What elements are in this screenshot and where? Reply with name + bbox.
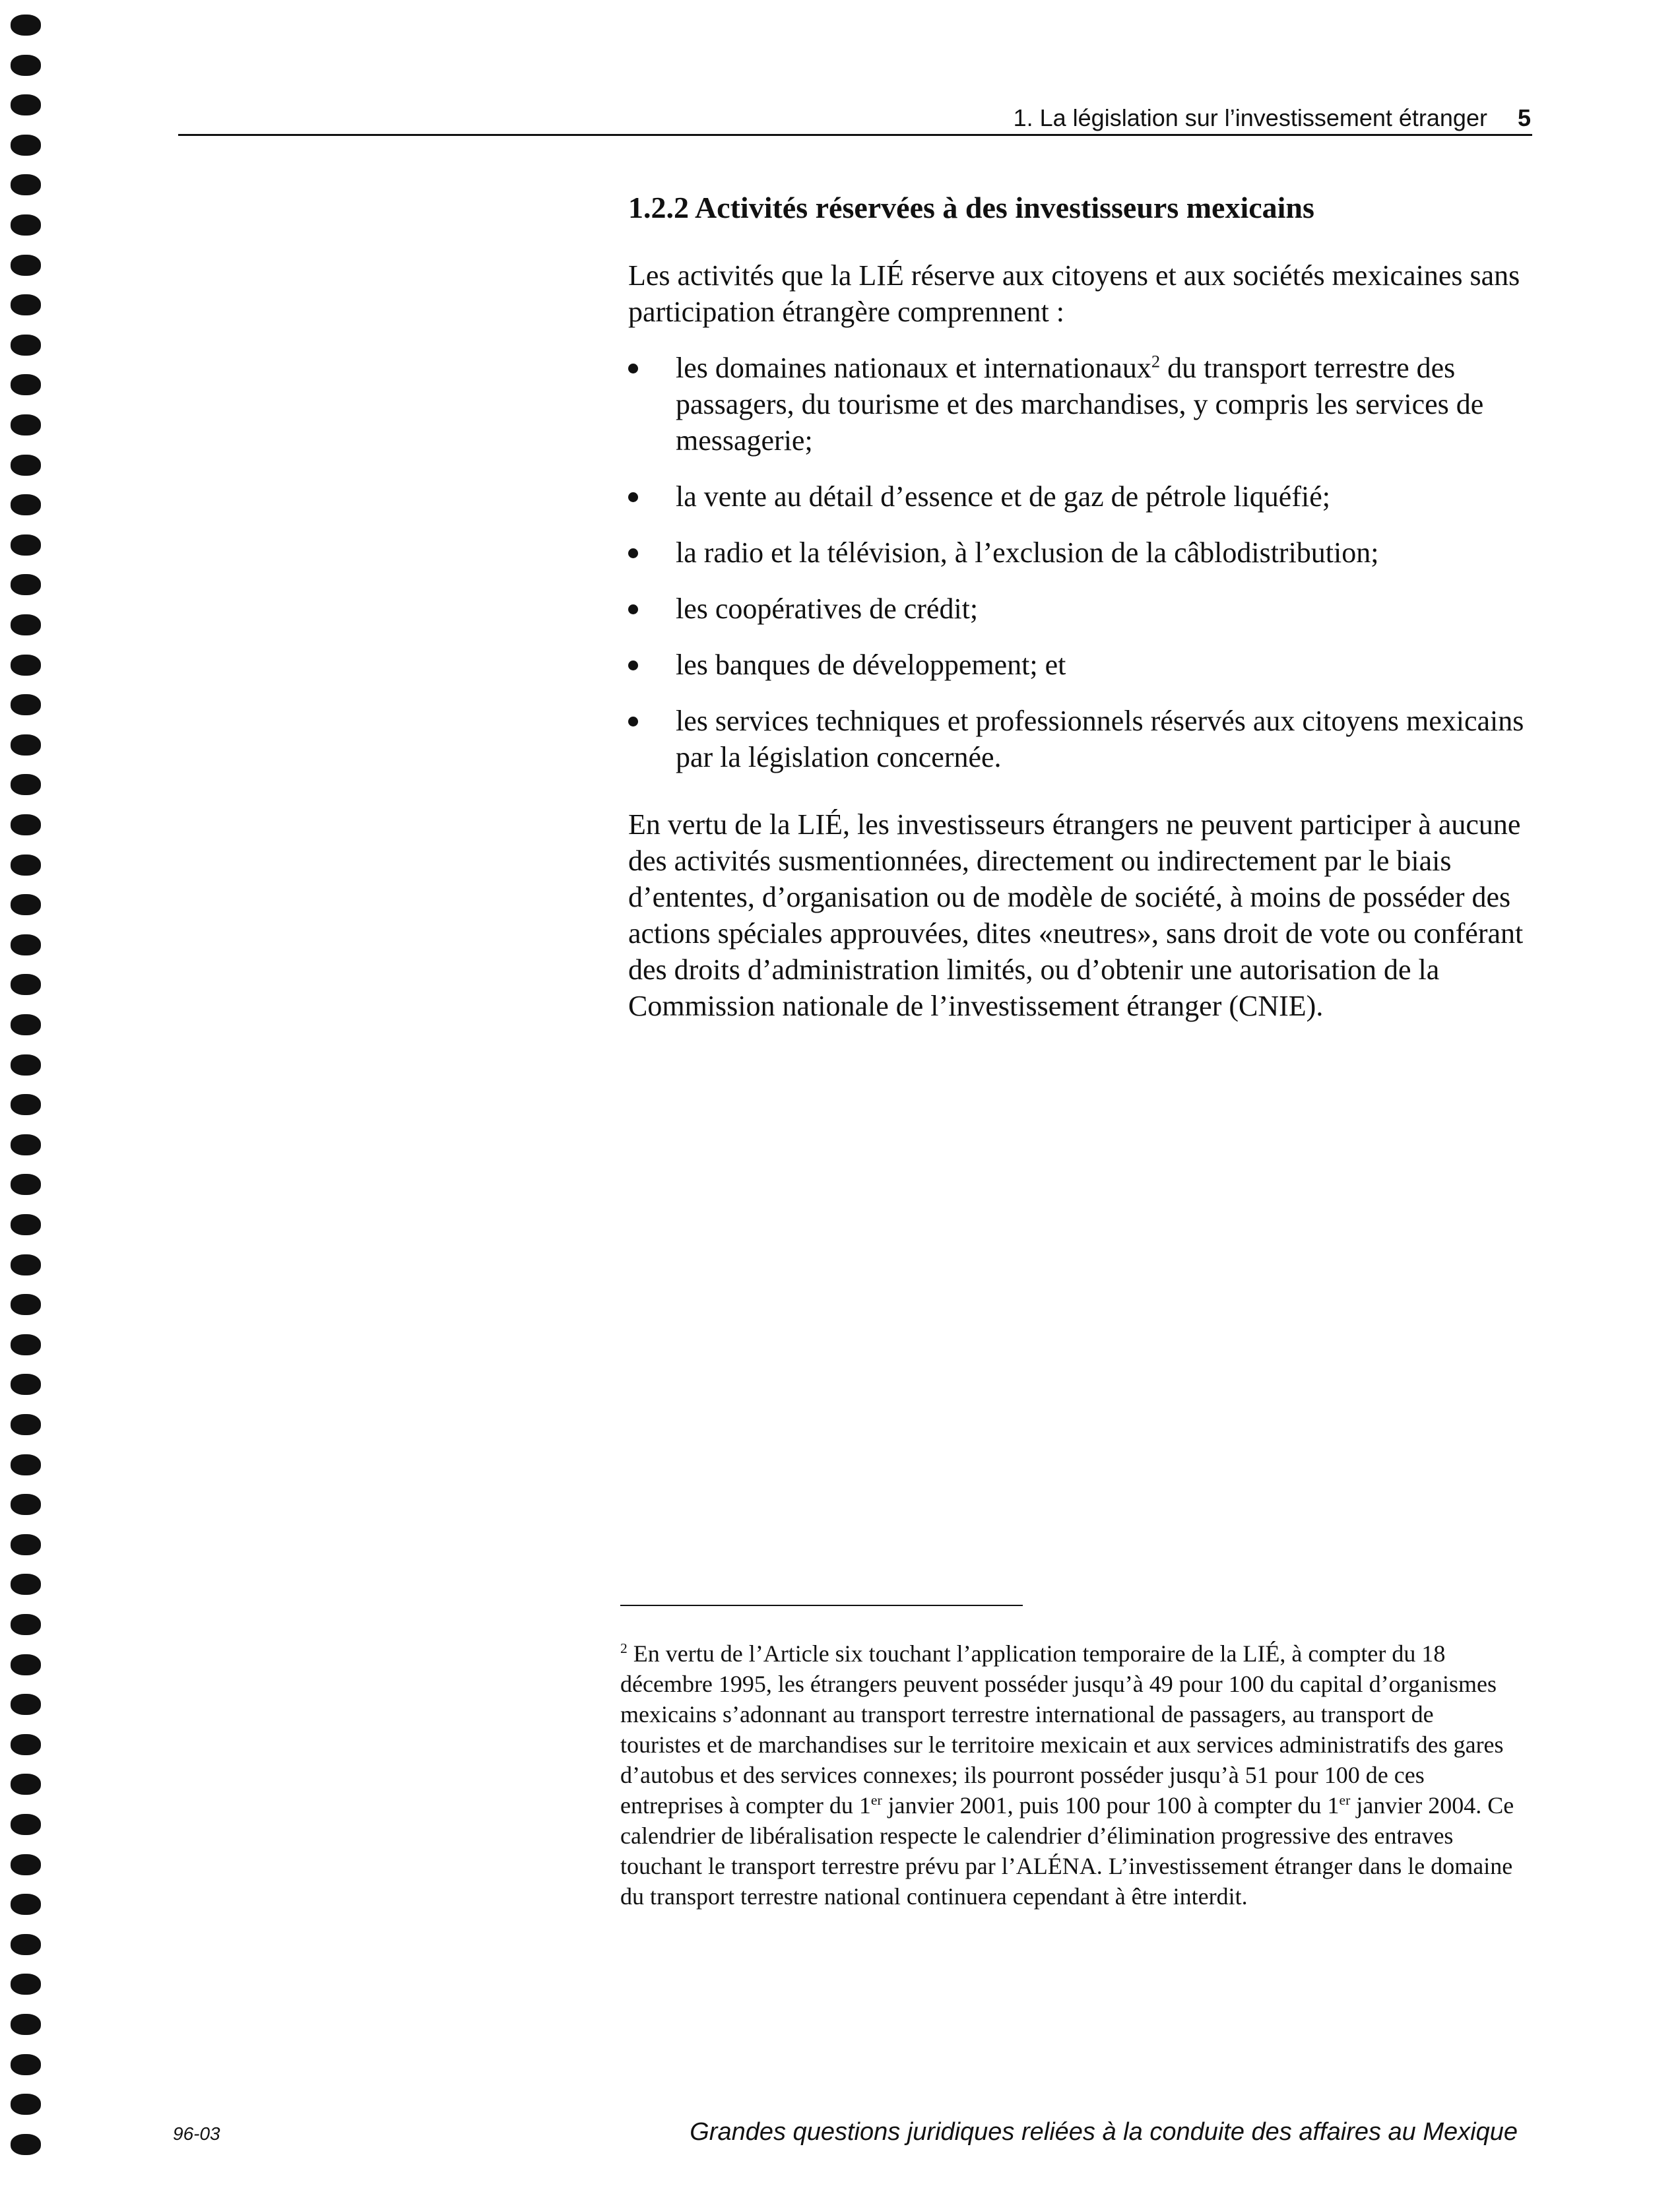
bullet-icon xyxy=(628,364,638,373)
binder-hole xyxy=(11,1014,41,1035)
header-rule xyxy=(178,134,1532,136)
binder-hole xyxy=(11,1494,41,1515)
binder-hole xyxy=(11,1694,41,1715)
binder-hole xyxy=(11,614,41,635)
footnote-ref: 2 xyxy=(1151,351,1161,371)
binder-hole xyxy=(11,1374,41,1395)
list-item: les banques de développement; et xyxy=(628,647,1526,683)
intro-paragraph: Les activités que la LIÉ réserve aux citoyens et aux sociétés mexicaines sans participation étrangère comprennent : xyxy=(628,259,1520,328)
binder-hole xyxy=(11,1574,41,1595)
list-item: la vente au détail d’essence et de gaz de pétrole liquéfié; xyxy=(628,478,1526,515)
body-paragraph: En vertu de la LIÉ, les investisseurs étrangers ne peuvent participer à aucune des activités susmentionnées, directement ou indirectement par le biais d’ententes, d’organisation ou de modèle de société, à moins de posséder des actions spéciales approuvées, dites «neutres», sans droit de vote ou conférant des droits d’administration limités, ou d’obtenir une autorisation de la Commission nationale de l’investissement étranger (CNIE). xyxy=(628,808,1524,1022)
binder-hole xyxy=(11,1054,41,1076)
binder-hole xyxy=(11,214,41,236)
footnote: $^2$ En vertu de l’Article six touchant l’application temporaire de la LIÉ, à compter du 18 décembre 1995, les étrangers peuvent posséder jusqu’à 49 pour 100 du capital d’organismes mexicains s’adonnant au transport terrestre international de passagers, au transport de touristes et de marchandises sur le territoire mexicain et aux services administratifs des gares d’autobus et des services connexes; ils pourront posséder jusqu’à 51 pour 100 de ces entreprises à compter du 1er janvier 2001, puis 100 pour 100 à compter du 1er janvier 2004. Ce calendrier de libéralisation respecte le calendrier d’élimination progressive des entraves touchant le transport terrestre prévu par l’ALÉNA. L’investissement étranger dans le domaine du transport terrestre national continuera cependant à être interdit. xyxy=(620,1640,1514,1910)
binder-hole xyxy=(11,1894,41,1915)
bullet-icon xyxy=(628,717,638,726)
binder-hole xyxy=(11,455,41,476)
binder-hole xyxy=(11,414,41,436)
binder-hole xyxy=(11,1214,41,1235)
binder-hole xyxy=(11,894,41,915)
binder-hole xyxy=(11,174,41,195)
binder-hole xyxy=(11,1614,41,1635)
binder-hole xyxy=(11,655,41,676)
binder-hole xyxy=(11,1254,41,1275)
binder-hole xyxy=(11,1774,41,1795)
binder-hole xyxy=(11,1134,41,1155)
footer-code: 96-03 xyxy=(173,2123,220,2144)
binder-hole xyxy=(11,574,41,595)
footer-title: Grandes questions juridiques reliées à la conduite des affaires au Mexique xyxy=(690,2118,1518,2146)
running-head-title: 1. La législation sur l’investissement étranger xyxy=(1013,104,1487,131)
binder-hole xyxy=(11,2054,41,2075)
binder-hole xyxy=(11,1174,41,1195)
binder-hole xyxy=(11,335,41,356)
binder-hole xyxy=(11,1974,41,1995)
bullet-icon xyxy=(628,548,638,558)
binder-hole xyxy=(11,1734,41,1755)
binder-hole xyxy=(11,1334,41,1355)
binder-hole xyxy=(11,1414,41,1435)
binder-hole xyxy=(11,94,41,115)
binder-hole xyxy=(11,974,41,995)
binder-hole xyxy=(11,1534,41,1555)
binder-hole xyxy=(11,294,41,315)
binder-hole xyxy=(11,2134,41,2155)
page-number: 5 xyxy=(1517,104,1531,131)
bullet-icon xyxy=(628,492,638,502)
binder-hole xyxy=(11,15,41,36)
bullet-icon xyxy=(628,604,638,614)
binder-hole xyxy=(11,534,41,556)
footnote-rule xyxy=(620,1605,1023,1606)
footnote-marker: 2 xyxy=(620,1640,628,1656)
binder-hole xyxy=(11,1094,41,1115)
list-item: la radio et la télévision, à l’exclusion de la câblodistribution; xyxy=(628,534,1526,571)
bullet-icon xyxy=(628,661,638,670)
list-item: les domaines nationaux et internationaux$^2$ du transport terrestre des passagers, du tourisme et des marchandises, y compris les services de messagerie; xyxy=(628,350,1526,459)
binder-hole xyxy=(11,1934,41,1955)
binder-hole xyxy=(11,255,41,276)
binder-hole xyxy=(11,1654,41,1675)
binder-hole xyxy=(11,2014,41,2035)
binder-hole xyxy=(11,55,41,76)
list-item: les services techniques et professionnels réservés aux citoyens mexicains par la législation concernée. xyxy=(628,703,1526,775)
binder-hole xyxy=(11,934,41,955)
binder-hole xyxy=(11,1294,41,1315)
binder-hole xyxy=(11,774,41,795)
binder-hole xyxy=(11,1854,41,1875)
binder-hole xyxy=(11,494,41,515)
binder-hole xyxy=(11,2094,41,2115)
activity-list xyxy=(628,350,1526,795)
binder-hole xyxy=(11,374,41,395)
binder-hole xyxy=(11,135,41,156)
section-heading: 1.2.2 Activités réservées à des investisseurs mexicains xyxy=(628,191,1314,224)
binder-hole xyxy=(11,855,41,876)
binder-hole xyxy=(11,814,41,835)
list-item: les coopératives de crédit; xyxy=(628,591,1526,627)
binder-hole xyxy=(11,1454,41,1475)
binder-hole xyxy=(11,1814,41,1835)
binder-hole-strip xyxy=(0,0,53,2194)
binder-hole xyxy=(11,734,41,756)
binder-hole xyxy=(11,694,41,715)
running-head xyxy=(686,104,1531,132)
